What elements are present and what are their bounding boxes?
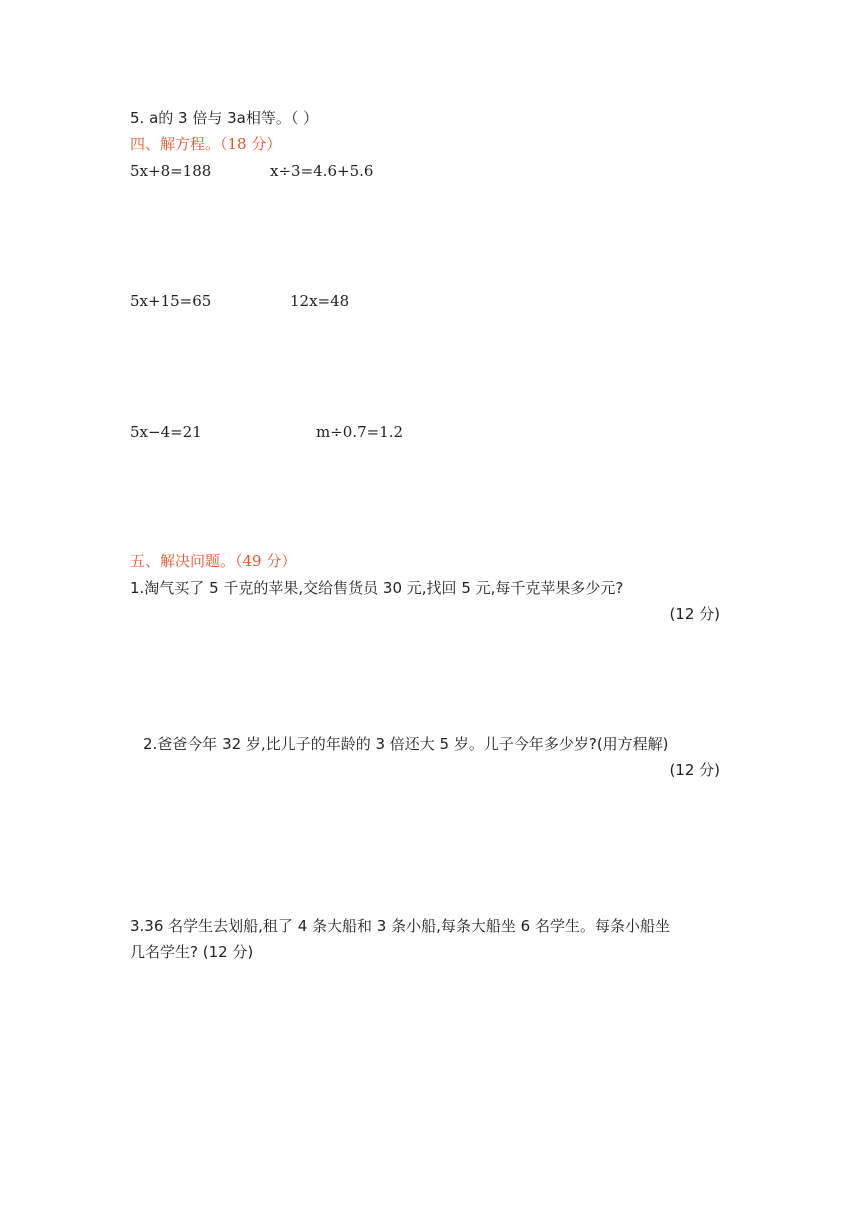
section-4-heading: 四、解方程。（18 分） bbox=[130, 135, 282, 153]
problem-3-line-2: 几名学生? (12 分) bbox=[130, 943, 254, 961]
equation-3: 5x+15=65 bbox=[130, 292, 212, 310]
equation-2: x÷3=4.6+5.6 bbox=[270, 162, 374, 180]
equation-4: 12x=48 bbox=[290, 292, 350, 310]
problem-1-text: 1.淘气买了 5 千克的苹果,交给售货员 30 元,找回 5 元,每千克苹果多少元? bbox=[130, 579, 624, 597]
equation-1: 5x+8=188 bbox=[130, 162, 212, 180]
equation-6: m÷0.7=1.2 bbox=[316, 423, 404, 441]
problem-3-line-1: 3.36 名学生去划船,租了 4 条大船和 3 条小船,每条大船坐 6 名学生。每条小船坐 bbox=[130, 917, 670, 935]
judgement-item-5: 5. a的 3 倍与 3a相等。（ ） bbox=[130, 109, 319, 127]
problem-1-score: (12 分) bbox=[669, 605, 720, 623]
section-5-heading: 五、解决问题。（49 分） bbox=[130, 552, 297, 570]
problem-2-text: 2.爸爸今年 32 岁,比儿子的年龄的 3 倍还大 5 岁。儿子今年多少岁?(用方程解) bbox=[143, 735, 669, 753]
problem-2-score: (12 分) bbox=[669, 761, 720, 779]
equation-5: 5x−4=21 bbox=[130, 423, 202, 441]
